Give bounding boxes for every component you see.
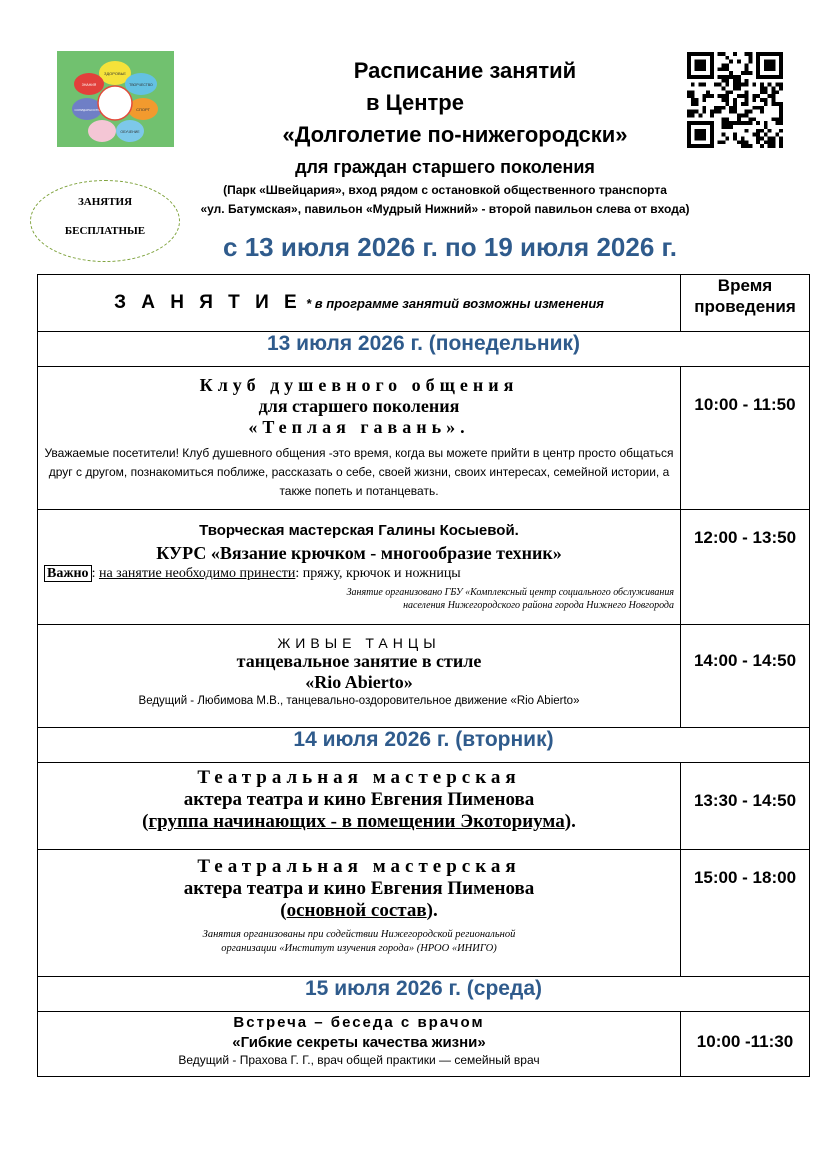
table-row	[38, 763, 810, 850]
event-time: 10:00 -11:30	[681, 1012, 810, 1077]
table-row	[38, 1012, 810, 1077]
logo-petal-label: ЗДОРОВЬЕ	[104, 71, 126, 76]
event-title: Встреча – беседа с врачом	[233, 1014, 485, 1031]
event-cell	[38, 367, 681, 510]
time-column-header	[681, 275, 810, 332]
logo-petal-label: СПОРТ	[136, 107, 150, 112]
day-row	[38, 332, 810, 367]
schedule-table	[37, 274, 810, 1077]
qr-code-icon[interactable]	[687, 52, 783, 148]
page-title-line1: Расписание занятий	[353, 58, 577, 83]
table-row	[38, 625, 810, 728]
event-host: Ведущий - Любимова М.В., танцевально-оздоровительное движение «Rio Abierto»	[138, 695, 580, 707]
table-header-row	[38, 275, 810, 332]
page-subtitle: для граждан старшего поколения	[295, 157, 595, 177]
event-title: КУРС «Вязание крючком - многообразие техник»	[156, 543, 562, 563]
activity-column-title: З А Н Я Т И Е	[114, 292, 302, 313]
table-row	[38, 510, 810, 625]
organizer-line: организации «Институт изучения города» (НРОО «ИНИГО)	[221, 943, 497, 954]
flower-logo-icon	[57, 51, 174, 147]
organizer-line: Занятия организованы при содействии Нижегородской региональной	[202, 929, 516, 940]
logo-petal-label: ЗНАНИЯ	[81, 83, 97, 87]
day-date: 13 июля 2026 г. (понедельник)	[38, 332, 810, 367]
important-text: на занятие необходимо принести	[98, 566, 296, 581]
event-title: Театральная мастерская	[197, 767, 521, 788]
logo-petal-label: СОЛИДАРНОСТЬ	[74, 108, 100, 112]
event-title: для старшего поколения	[258, 396, 460, 416]
event-time: 10:00 - 11:50	[681, 367, 810, 510]
organizer-line: населения Нижегородского района города Нижнего Новгорода	[403, 600, 674, 611]
center-logo	[57, 51, 174, 147]
event-cell	[38, 1012, 681, 1077]
day-date: 14 июля 2026 г. (вторник)	[38, 728, 810, 763]
activity-column-header	[38, 275, 681, 332]
event-title: Творческая мастерская Галины Косыевой.	[199, 522, 519, 539]
event-title: основной состав	[286, 900, 427, 921]
address-line1: (Парк «Швейцария», вход рядом с остановкой общественного транспорта	[223, 183, 667, 197]
logo-petal-label: ОБУЧЕНИЕ	[120, 130, 140, 134]
table-row	[38, 367, 810, 510]
event-cell: Театральная мастерская актера театра и кино Евгения Пименова (основной состав). Занятия организованы при содействии Нижегородской региональной организации «Институт изучения города» (НРОО «ИНИГО)	[38, 850, 681, 977]
event-title: «Гибкие секреты качества жизни»	[232, 1034, 486, 1051]
changes-note: * в программе занятий возможны изменения	[306, 296, 604, 311]
time-header-line2: проведения	[694, 297, 796, 316]
event-cell	[38, 625, 681, 728]
important-note: Важно : на занятие необходимо принести: пряжу, крючок и ножницы	[38, 564, 680, 582]
event-cell: Театральная мастерская актера театра и кино Евгения Пименова (группа начинающих - в помещении Экоториума).	[38, 763, 681, 850]
free-badge-line1: ЗАНЯТИЯ	[77, 196, 133, 208]
event-cell	[38, 510, 681, 625]
event-host: Ведущий - Прахова Г. Г., врач общей практики — семейный врач	[178, 1053, 540, 1067]
event-time: 14:00 - 14:50	[681, 625, 810, 728]
time-header-line1: Время	[717, 276, 773, 295]
event-title: актера театра и кино Евгения Пименова	[183, 789, 535, 810]
event-title: актера театра и кино Евгения Пименова	[183, 878, 535, 899]
day-date: 15 июля 2026 г. (среда)	[38, 977, 810, 1012]
event-title: «Rio Abierto»	[305, 672, 413, 692]
table-row	[38, 850, 810, 977]
important-label: Важно	[44, 565, 92, 582]
event-title: танцевальное занятие в стиле	[236, 651, 482, 671]
free-badge-line2: БЕСПЛАТНЫЕ	[64, 225, 146, 237]
event-title: группа начинающих - в помещении Экоториума	[148, 811, 565, 832]
event-time: 15:00 - 18:00	[681, 850, 810, 977]
event-time: 12:00 - 13:50	[681, 510, 810, 625]
page-title-line2: в Центре	[366, 90, 464, 115]
event-time: 13:30 - 14:50	[681, 763, 810, 850]
event-description: Уважаемые посетители! Клуб душевного общения -это время, когда вы можете прийти в центр просто общаться друг с другом, познакомиться поближе, рассказать о себе, своей жизни, своих интересах, семейной истории, а также попеть и потанцевать.	[44, 446, 674, 498]
organizer-line: Занятие организовано ГБУ «Комплексный центр социального обслуживания	[346, 587, 674, 598]
event-title: «Теплая гавань».	[248, 417, 470, 437]
logo-petal-label: ТВОРЧЕСТВО	[129, 83, 153, 87]
day-row	[38, 977, 810, 1012]
event-title: Театральная мастерская	[197, 856, 521, 877]
event-title: Клуб душевного общения	[199, 375, 519, 395]
address-line2: «ул. Батумская», павильон «Мудрый Нижний» - второй павильон слева от входа)	[200, 202, 690, 216]
qr-code-graphic	[687, 52, 783, 148]
event-title: ЖИВЫЕ ТАНЦЫ	[277, 635, 441, 651]
important-items: : пряжу, крючок и ножницы	[295, 566, 461, 581]
schedule-period: с 13 июля 2026 г. по 19 июля 2026 г.	[223, 232, 677, 262]
day-row	[38, 728, 810, 763]
page-title-line3: «Долголетие по-нижегородски»	[282, 122, 628, 147]
